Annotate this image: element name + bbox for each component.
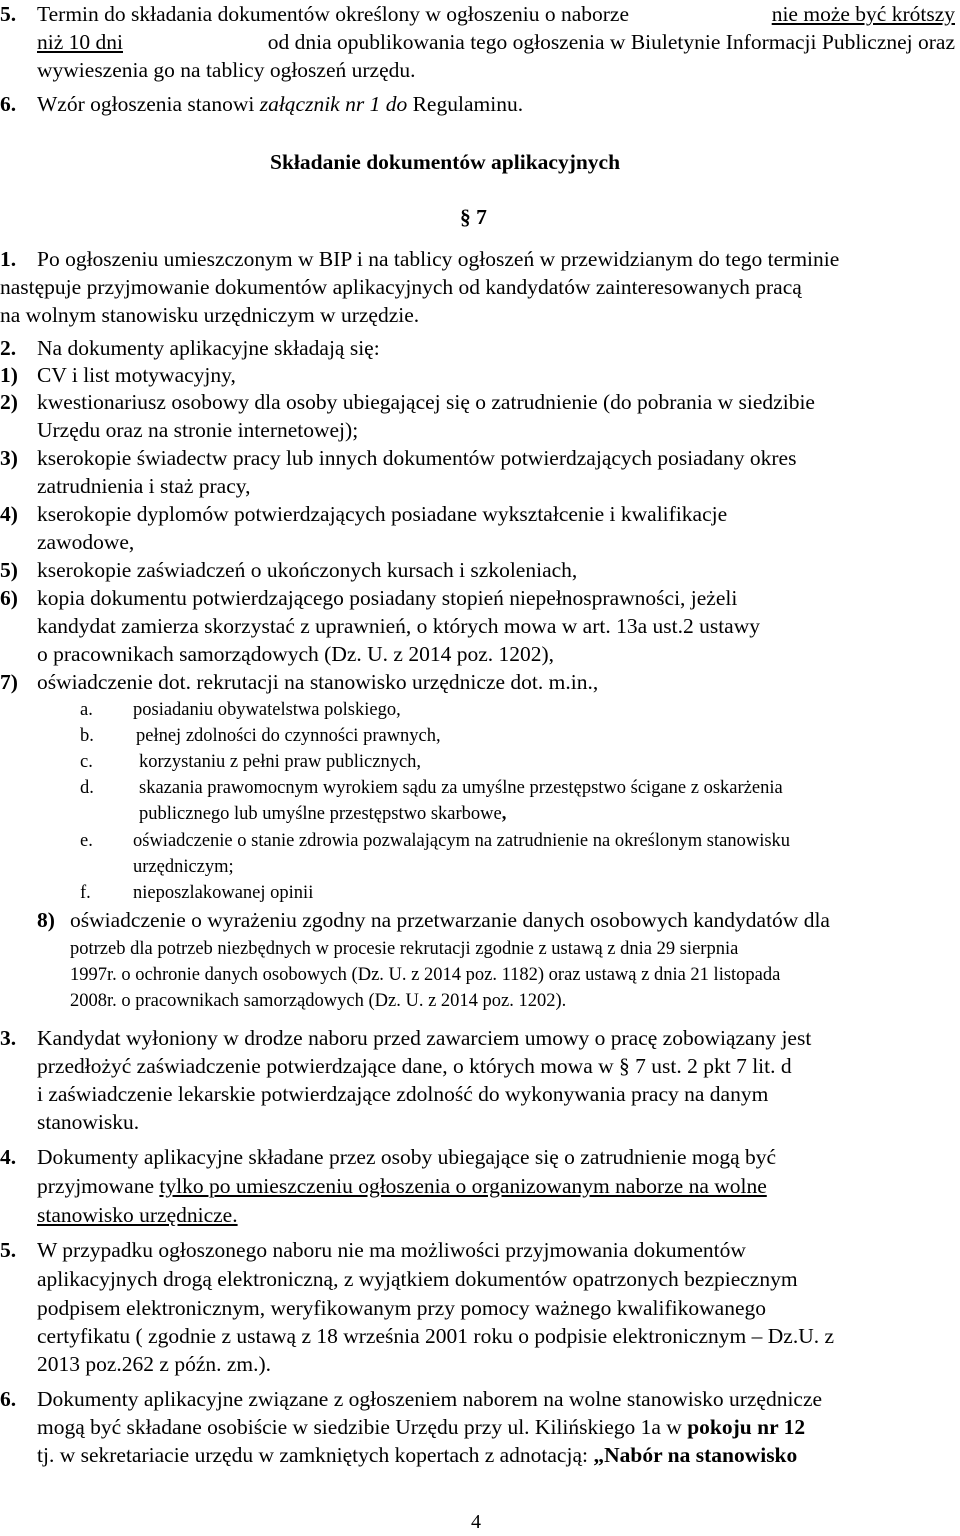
p5-line-3: podpisem elektronicznym, weryfikowanym przy pomocy ważnego kwalifikowanego — [37, 1296, 766, 1320]
p3-line-1: Kandydat wyłoniony w drodze naboru przed zawarciem umowy o pracę zobowiązany jest — [37, 1026, 812, 1050]
item-8-line-2: potrzeb dla potrzeb niezbędnych w procesie rekrutacji zgodnie z ustawą z dnia 29 sierpnia — [70, 939, 739, 959]
paragraph-mark: § 7 — [460, 205, 487, 229]
sub-item-d-line-2: publicznego lub umyślne przestępstwo skarbowe, — [139, 804, 507, 824]
p5-line-1: W przypadku ogłoszonego naboru nie ma możliwości przyjmowania dokumentów — [37, 1238, 746, 1262]
item-2-line-1: kwestionariusz osobowy dla osoby ubiegającej się o zatrudnienie (do pobrania w siedzibie — [37, 390, 815, 414]
sub-item-d-letter: d. — [80, 778, 94, 798]
item-6-line-3: o pracownikach samorządowych (Dz. U. z 2014 poz. 1202), — [37, 642, 555, 666]
item-2-number: 2) — [0, 390, 18, 414]
sub-item-e-line-2: urzędniczym; — [133, 857, 234, 877]
item-8-line-4: 2008r. o pracownikach samorządowych (Dz. U. z 2014 poz. 1202). — [70, 991, 567, 1011]
p5-line-5: 2013 poz.262 z późn. zm.). — [37, 1352, 272, 1376]
page-number: 4 — [471, 1511, 481, 1533]
sub-item-b-letter: b. — [80, 726, 94, 746]
sub-item-c-letter: c. — [80, 752, 93, 772]
section-6-line: Wzór ogłoszenia stanowi załącznik nr 1 do Regulaminu. — [37, 92, 524, 116]
sub-item-b-text: pełnej zdolności do czynności prawnych, — [136, 726, 441, 746]
p4-number: 4. — [0, 1145, 17, 1169]
sub-item-d-line-1: skazania prawomocnym wyrokiem sądu za umyślne przestępstwo ścigane z oskarżenia — [139, 778, 783, 798]
item-8-line-1: oświadczenie o wyrażeniu zgodny na przetwarzanie danych osobowych kandydatów dla — [70, 908, 830, 932]
p3-line-3: i zaświadczenie lekarskie potwierdzające zdolność do wykonywania pracy na danym — [37, 1082, 769, 1106]
p4-line-1: Dokumenty aplikacyjne składane przez osoby ubiegające się o zatrudnienie mogą być — [37, 1145, 777, 1169]
sub-item-c-text: korzystaniu z pełni praw publicznych, — [139, 752, 422, 772]
p1-line-3: na wolnym stanowisku urzędniczym w urzędzie. — [0, 303, 420, 327]
p5-number: 5. — [0, 1238, 17, 1262]
p3-line-4: stanowisku. — [37, 1110, 140, 1134]
p5-line-2: aplikacyjnych drogą elektroniczną, z wyjątkiem dokumentów opatrzonych bezpiecznym — [37, 1267, 798, 1291]
item-2-line-2: Urzędu oraz na stronie internetowej); — [37, 418, 359, 442]
section-heading: Składanie dokumentów aplikacyjnych — [270, 150, 621, 174]
sub-item-f-letter: f. — [80, 883, 91, 903]
item-8-line-3: 1997r. o ochronie danych osobowych (Dz. U. z 2014 poz. 1182) oraz ustawą z dnia 21 listopada — [70, 965, 781, 985]
p6-line-1: Dokumenty aplikacyjne związane z ogłoszeniem naborem na wolne stanowisko urzędnicze — [37, 1387, 823, 1411]
p2-number: 2. — [0, 336, 17, 360]
item-6-line-1: kopia dokumentu potwierdzającego posiadany stopień niepełnosprawności, jeżeli — [37, 586, 738, 610]
p1-line-1: Po ogłoszeniu umieszczonym w BIP i na tablicy ogłoszeń w przewidzianym do tego terminie — [37, 247, 840, 271]
item-8-number: 8) — [37, 908, 55, 932]
section-5-number: 5. — [0, 2, 17, 26]
sub-item-e-line-1: oświadczenie o stanie zdrowia pozwalającym na zatrudnienie na określonym stanowisku — [133, 831, 791, 851]
p1-number: 1. — [0, 247, 17, 271]
item-5-number: 5) — [0, 558, 18, 582]
section-6-number: 6. — [0, 92, 17, 116]
sub-item-a-text: posiadaniu obywatelstwa polskiego, — [133, 700, 401, 720]
p6-line-3: tj. w sekretariacie urzędu w zamkniętych kopertach z adnotacją: „Nabór na stanowisko — [37, 1443, 798, 1467]
item-7-number: 7) — [0, 670, 18, 694]
section-5-line-1: Termin do składania dokumentów określony w ogłoszeniu o naborze nie może być krótszy — [37, 2, 955, 26]
p3-number: 3. — [0, 1026, 17, 1050]
item-7-text: oświadczenie dot. rekrutacji na stanowisko urzędnicze dot. m.in., — [37, 670, 599, 694]
p5-line-4: certyfikatu ( zgodnie z ustawą z 18 września 2001 roku o podpisie elektronicznym – Dz.U. z — [37, 1324, 835, 1348]
p6-number: 6. — [0, 1387, 17, 1411]
item-4-number: 4) — [0, 502, 18, 526]
p4-line-3: stanowisko urzędnicze. — [37, 1203, 238, 1227]
item-3-number: 3) — [0, 446, 18, 470]
item-4-line-1: kserokopie dyplomów potwierdzających posiadane wykształcenie i kwalifikacje — [37, 502, 728, 526]
section-5-line-2: niż 10 dni od dnia opublikowania tego ogłoszenia w Biuletynie Informacji Publicznej oraz — [37, 30, 955, 54]
item-3-line-1: kserokopie świadectw pracy lub innych dokumentów potwierdzających posiadany okres — [37, 446, 797, 470]
item-3-line-2: zatrudnienia i staż pracy, — [37, 474, 251, 498]
p4-line-2: przyjmowane tylko po umieszczeniu ogłoszenia o organizowanym naborze na wolne — [37, 1174, 767, 1198]
p1-line-2: następuje przyjmowanie dokumentów aplikacyjnych od kandydatów zainteresowanych pracą — [0, 275, 802, 299]
item-1-number: 1) — [0, 363, 18, 387]
sub-item-f-text: nieposzlakowanej opinii — [133, 883, 314, 903]
item-1-text: CV i list motywacyjny, — [37, 363, 236, 387]
p2-intro: Na dokumenty aplikacyjne składają się: — [37, 336, 380, 360]
sub-item-a-letter: a. — [80, 700, 93, 720]
section-5-line-3: wywieszenia go na tablicy ogłoszeń urzędu. — [37, 58, 416, 82]
item-6-line-2: kandydat zamierza skorzystać z uprawnień, o których mowa w art. 13a ust.2 ustawy — [37, 614, 761, 638]
sub-item-e-letter: e. — [80, 831, 93, 851]
p3-line-2: przedłożyć zaświadczenie potwierdzające dane, o których mowa w § 7 ust. 2 pkt 7 lit. d — [37, 1054, 792, 1078]
item-6-number: 6) — [0, 586, 18, 610]
item-5-text: kserokopie zaświadczeń o ukończonych kursach i szkoleniach, — [37, 558, 578, 582]
item-4-line-2: zawodowe, — [37, 530, 135, 554]
p6-line-2: mogą być składane osobiście w siedzibie Urzędu przy ul. Kilińskiego 1a w pokoju nr 12 — [37, 1415, 806, 1439]
